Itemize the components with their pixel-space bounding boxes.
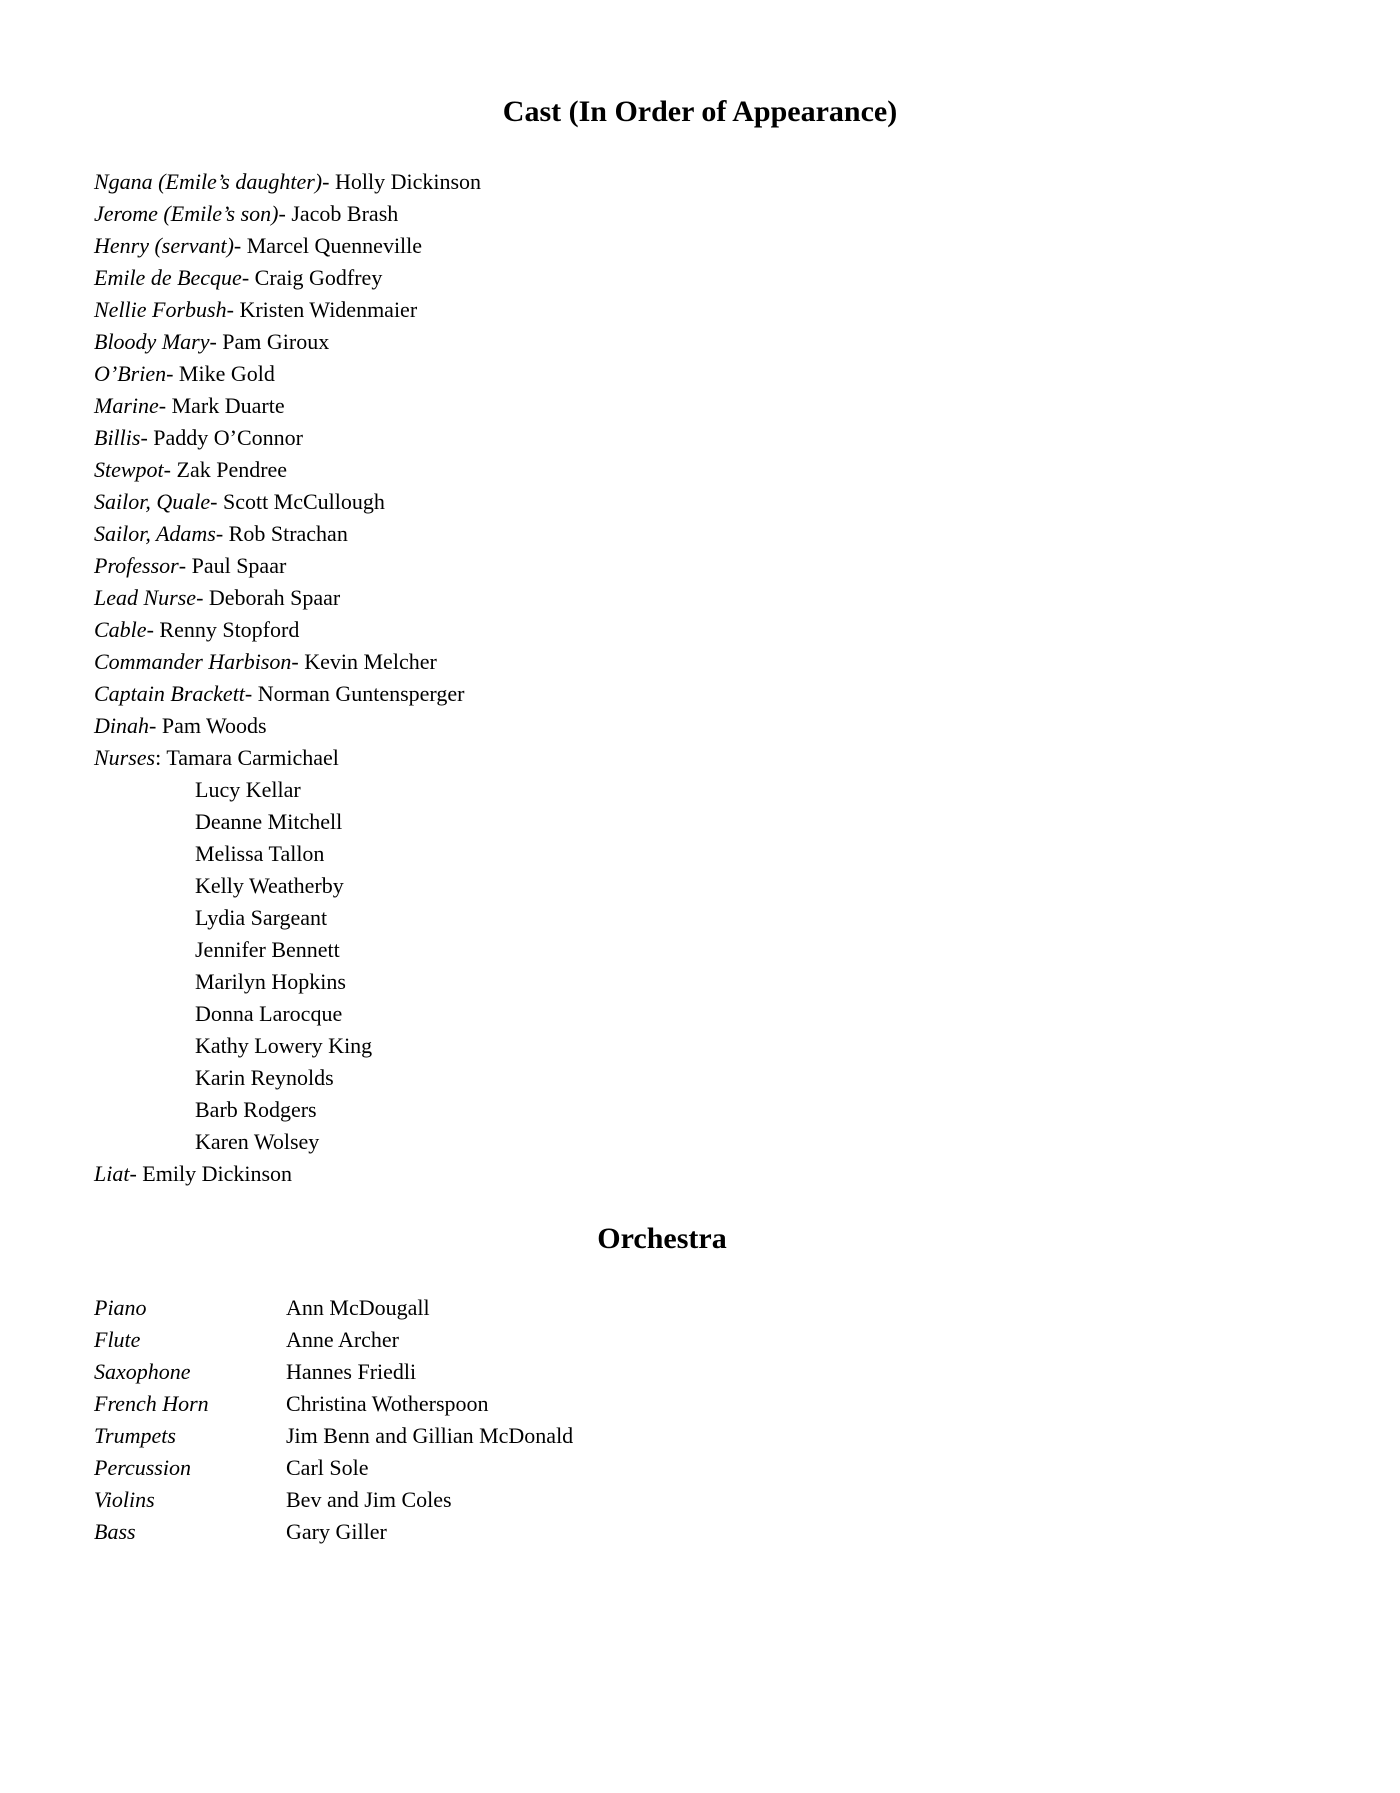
cast-separator: -: [163, 457, 177, 482]
orchestra-instrument: Saxophone: [94, 1359, 191, 1384]
cast-entry: [0, 518, 1400, 550]
cast-actor: Renny Stopford: [159, 617, 300, 642]
nurse-name: Kelly Weatherby: [195, 873, 344, 898]
cast-entry: [0, 710, 1400, 742]
cast-entry: [0, 454, 1400, 486]
cast-role: Liat: [94, 1161, 130, 1186]
cast-role: Bloody Mary: [94, 329, 210, 354]
cast-entry: [0, 326, 1400, 358]
cast-role: Professor: [94, 553, 179, 578]
cast-role: Sailor, Quale: [94, 489, 211, 514]
cast-role: Henry (servant): [94, 233, 234, 258]
cast-entry: [0, 614, 1400, 646]
cast-separator: -: [149, 713, 162, 738]
orchestra-row: [0, 1484, 1400, 1516]
nurse-name: Lydia Sargeant: [195, 905, 328, 930]
cast-role: Nurses: [94, 745, 156, 770]
orchestra-row: [0, 1356, 1400, 1388]
cast-separator: -: [233, 233, 247, 258]
cast-actor: Rob Strachan: [228, 521, 348, 546]
nurse-name: Jennifer Bennett: [195, 937, 340, 962]
cast-entry: [0, 230, 1400, 262]
cast-separator: -: [241, 265, 255, 290]
cast-actor: Zak Pendree: [176, 457, 288, 482]
orchestra-instrument: Flute: [94, 1327, 141, 1352]
orchestra-row: [0, 1420, 1400, 1452]
cast-entry: [0, 582, 1400, 614]
cast-separator: -: [210, 489, 223, 514]
cast-role: Nellie Forbush: [94, 297, 227, 322]
cast-entry: [0, 678, 1400, 710]
cast-entry: [0, 646, 1400, 678]
cast-entry: [0, 294, 1400, 326]
cast-list: [0, 166, 1400, 1190]
cast-heading: Cast (In Order of Appearance): [502, 95, 898, 128]
cast-role: O’Brien: [94, 361, 167, 386]
nurse-name: Kathy Lowery King: [195, 1033, 373, 1058]
orchestra-instrument: French Horn: [94, 1391, 209, 1416]
cast-separator: -: [291, 649, 305, 674]
orchestra-player: Carl Sole: [286, 1455, 369, 1480]
cast-role: Lead Nurse: [94, 585, 197, 610]
cast-role: Marine: [94, 393, 159, 418]
nurse-name: Karin Reynolds: [195, 1065, 334, 1090]
nurse-name: Barb Rodgers: [195, 1097, 317, 1122]
nurse-name: Donna Larocque: [195, 1001, 343, 1026]
cast-separator: -: [158, 393, 172, 418]
cast-entry-liat: [0, 1158, 1400, 1190]
cast-entry: [0, 262, 1400, 294]
nurse-name: Deanne Mitchell: [195, 809, 343, 834]
orchestra-instrument: Violins: [94, 1487, 155, 1512]
cast-entry: [0, 550, 1400, 582]
orchestra-player: Bev and Jim Coles: [286, 1487, 452, 1512]
orchestra-player: Jim Benn and Gillian McDonald: [286, 1423, 574, 1448]
orchestra-row: [0, 1324, 1400, 1356]
cast-entry: [0, 422, 1400, 454]
cast-actor: Pam Giroux: [222, 329, 330, 354]
cast-separator: -: [322, 169, 335, 194]
orchestra-instrument: Piano: [94, 1295, 147, 1320]
orchestra-instrument: Bass: [94, 1519, 136, 1544]
cast-role: Sailor, Adams: [94, 521, 216, 546]
orchestra-row: [0, 1452, 1400, 1484]
nurse-name: Lucy Kellar: [195, 777, 301, 802]
cast-actor: Emily Dickinson: [142, 1161, 293, 1186]
orchestra-player: Ann McDougall: [286, 1295, 430, 1320]
orchestra-player: Anne Archer: [286, 1327, 400, 1352]
cast-entry: [0, 390, 1400, 422]
nurse-name: Karen Wolsey: [195, 1129, 320, 1154]
orchestra-row: [0, 1388, 1400, 1420]
orchestra-row: [0, 1516, 1400, 1548]
cast-actor: Paddy O’Connor: [153, 425, 303, 450]
cast-role: Captain Brackett: [94, 681, 245, 706]
orchestra-player: Christina Wotherspoon: [286, 1391, 489, 1416]
cast-separator: -: [278, 201, 292, 226]
cast-separator: -: [166, 361, 179, 386]
cast-actor: Mark Duarte: [171, 393, 285, 418]
cast-entry: [0, 166, 1400, 198]
orchestra-heading: Orchestra: [597, 1222, 727, 1255]
cast-role: Jerome (Emile’s son): [94, 201, 279, 226]
cast-separator: -: [146, 617, 160, 642]
orchestra-list: [0, 1292, 1400, 1548]
cast-role: Billis: [94, 425, 141, 450]
cast-separator: -: [196, 585, 209, 610]
cast-entry: [0, 486, 1400, 518]
nurse-name: Marilyn Hopkins: [195, 969, 346, 994]
cast-actor: Norman Guntensperger: [257, 681, 465, 706]
cast-role: Cable: [94, 617, 147, 642]
cast-role: Emile de Becque: [94, 265, 242, 290]
cast-actor: Kristen Widenmaier: [239, 297, 418, 322]
cast-entry: [0, 198, 1400, 230]
orchestra-instrument: Percussion: [94, 1455, 191, 1480]
cast-separator: -: [215, 521, 229, 546]
cast-actor: Marcel Quenneville: [246, 233, 423, 258]
cast-role: Stewpot: [94, 457, 164, 482]
orchestra-player: Gary Giller: [286, 1519, 387, 1544]
cast-actor: Holly Dickinson: [334, 169, 482, 194]
cast-actor: Craig Godfrey: [254, 265, 383, 290]
cast-separator: -: [244, 681, 258, 706]
cast-actor: Scott McCullough: [222, 489, 385, 514]
cast-actor: Tamara Carmichael: [166, 745, 339, 770]
cast-entry: [0, 358, 1400, 390]
cast-separator: -: [209, 329, 223, 354]
cast-entry-nurses: [0, 742, 1400, 774]
cast-role: Commander Harbison: [94, 649, 292, 674]
cast-role: Ngana (Emile’s daughter): [94, 169, 323, 194]
cast-separator: :: [155, 745, 167, 770]
cast-actor: Jacob Brash: [291, 201, 399, 226]
orchestra-instrument: Trumpets: [94, 1423, 176, 1448]
cast-separator: -: [178, 553, 192, 578]
nurse-name: Melissa Tallon: [195, 841, 325, 866]
cast-role: Dinah: [94, 713, 149, 738]
orchestra-row: [0, 1292, 1400, 1324]
cast-actor: Deborah Spaar: [208, 585, 341, 610]
cast-separator: -: [140, 425, 154, 450]
cast-actor: Kevin Melcher: [304, 649, 437, 674]
cast-separator: -: [226, 297, 240, 322]
cast-separator: -: [129, 1161, 143, 1186]
cast-actor: Pam Woods: [161, 713, 267, 738]
orchestra-player: Hannes Friedli: [286, 1359, 417, 1384]
cast-actor: Mike Gold: [178, 361, 275, 386]
cast-actor: Paul Spaar: [191, 553, 287, 578]
